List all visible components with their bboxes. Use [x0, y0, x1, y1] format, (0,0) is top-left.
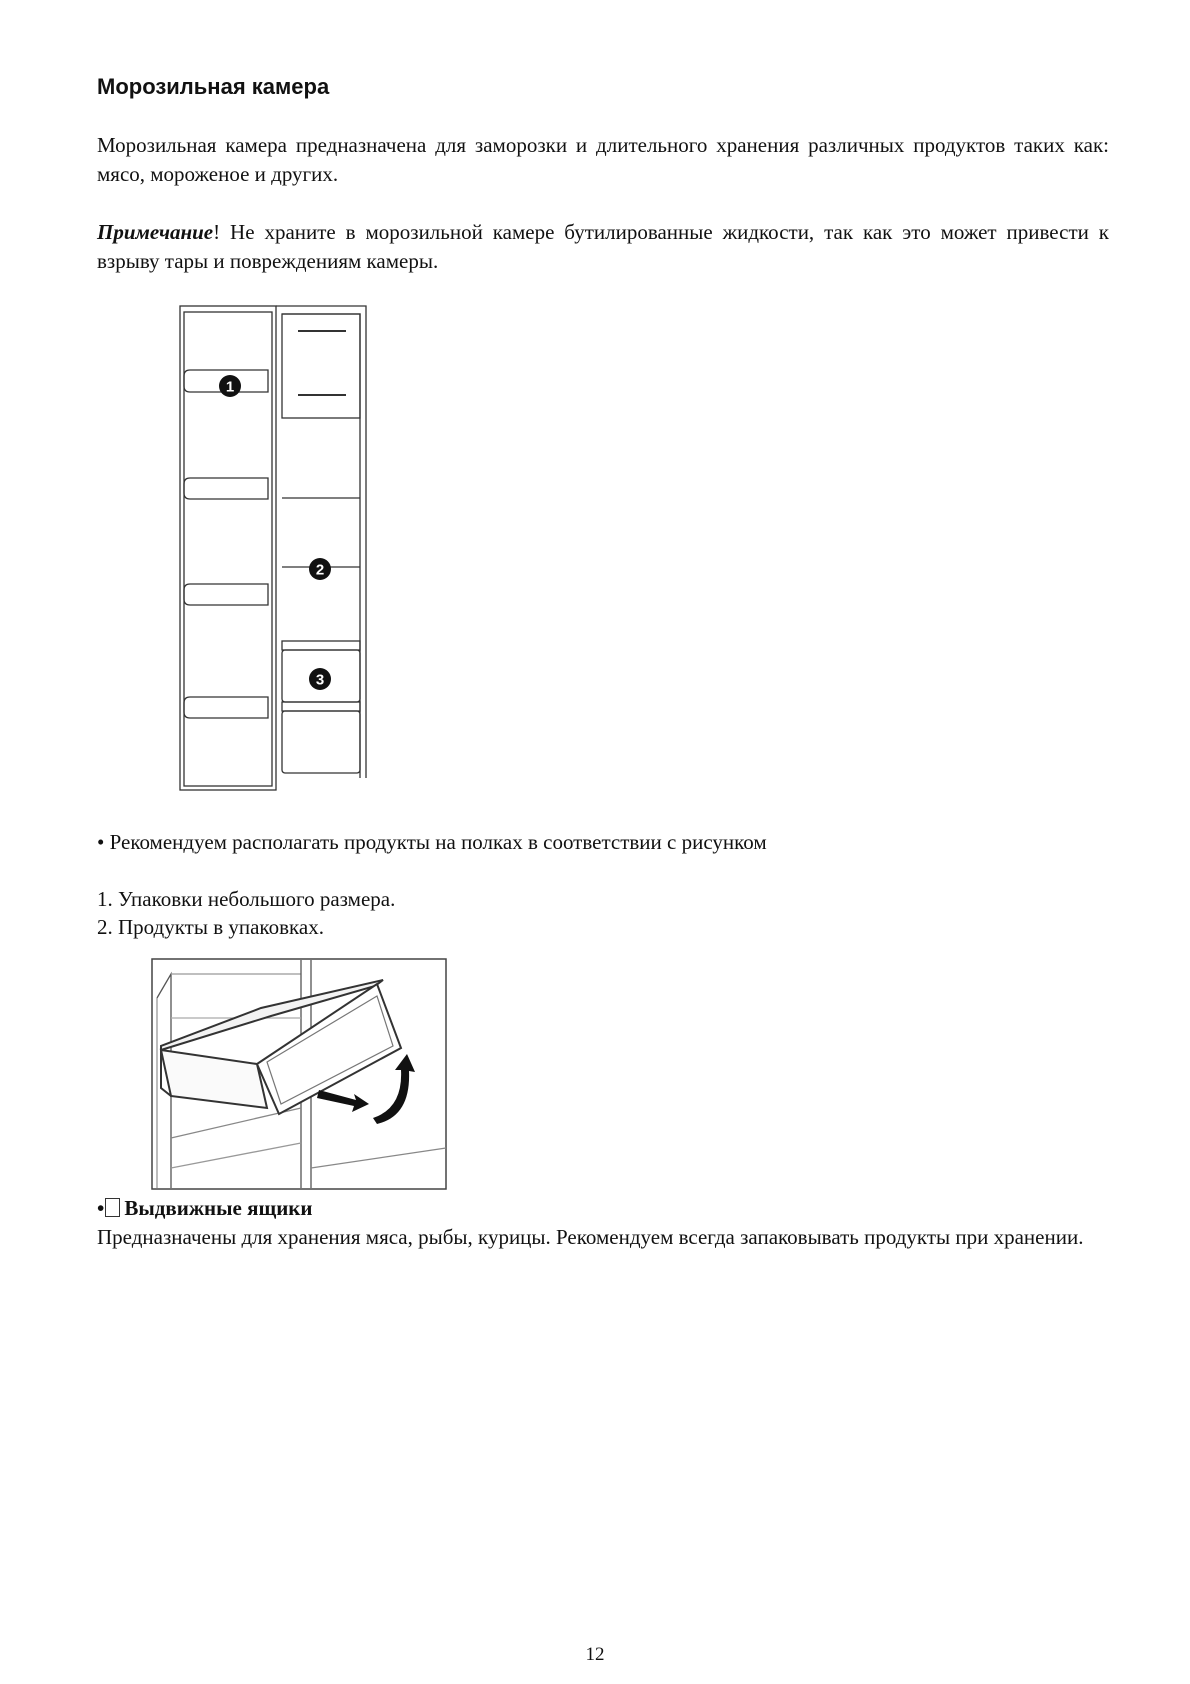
- callout-2-label: 2: [315, 561, 325, 579]
- list-item-2: 2. Продукты в упаковках.: [97, 915, 324, 939]
- door-bin-2: [184, 478, 268, 499]
- door-bin-3: [184, 584, 268, 605]
- freezer-diagram: [178, 304, 373, 794]
- page-number: 12: [585, 1644, 605, 1665]
- cabinet-frame: [276, 306, 366, 778]
- callout-1: [219, 375, 241, 397]
- note-text: ! Не храните в морозильной камере бутилированные жидкости, так как это может привести к взрыву тары и повреждениям камеры.: [97, 220, 1109, 273]
- door-bin-4: [184, 697, 268, 718]
- callout-3-label: 3: [315, 671, 325, 689]
- drawers-title: Выдвижные ящики: [124, 1196, 313, 1220]
- recommendation-text: • Рекомендуем располагать продукты на полках в соответствии с рисунком: [97, 830, 767, 854]
- drawers-heading: [97, 1194, 313, 1223]
- intro-paragraph: Морозильная камера предназначена для заморозки и длительного хранения различных продуктов таких как: мясо, мороженое и других.: [97, 133, 1109, 186]
- drawer-lower: [282, 711, 360, 773]
- callout-2: [309, 558, 331, 580]
- note-label: Примечание: [97, 220, 214, 244]
- drawer-rail: [282, 702, 360, 711]
- list-item-1: 1. Упаковки небольшого размера.: [97, 887, 396, 911]
- drawers-paragraph: Предназначены для хранения мяса, рыбы, курицы. Рекомендуем всегда запаковывать продукты при хранении.: [97, 1225, 1084, 1249]
- drawers-bullet: •: [97, 1196, 105, 1220]
- ice-compartment: [282, 314, 360, 418]
- drawer-rail: [282, 641, 360, 650]
- missing-glyph-icon: [105, 1198, 120, 1217]
- callout-3: [309, 668, 331, 690]
- note-paragraph: [97, 218, 1109, 276]
- section-title: Морозильная камера: [97, 74, 330, 99]
- callout-1-label: 1: [225, 378, 235, 396]
- drawer-removal-illustration: [151, 958, 447, 1190]
